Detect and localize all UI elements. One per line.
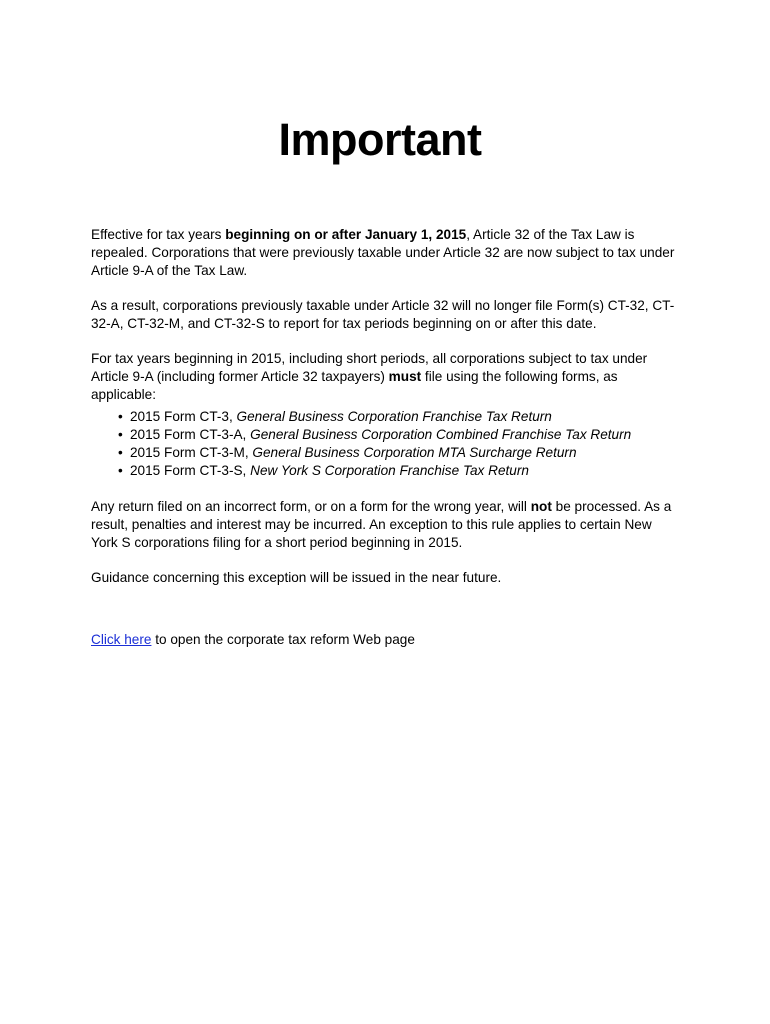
- paragraph-must-file: [91, 350, 681, 404]
- list-item: [118, 444, 681, 462]
- p3-text-end: file using the following forms, as applicable:: [91, 369, 618, 402]
- p4-text-end: be processed. As a result, penalties and interest may be incurred. An exception to this rule applies to certain New York S corporations filing for a short period beginning in 2015.: [91, 499, 672, 550]
- p4-text-start: Any return filed on an incorrect form, or on a form for the wrong year, will: [91, 499, 531, 514]
- list-item: [118, 462, 681, 480]
- paragraph-repeal-notice: [91, 226, 681, 280]
- p3-bold-must: must: [388, 369, 422, 384]
- list-item: [118, 426, 681, 444]
- bullet-icon: •: [118, 445, 123, 460]
- p1-text-start: Effective for tax years: [91, 227, 226, 242]
- document-body: [91, 226, 681, 666]
- paragraph-incorrect-form: [91, 498, 681, 552]
- bullet-icon: •: [118, 463, 123, 478]
- form-number: 2015 Form CT-3-S,: [130, 463, 251, 478]
- page-title: Important: [278, 114, 482, 165]
- link-description: to open the corporate tax reform Web page: [151, 632, 415, 647]
- form-number: 2015 Form CT-3,: [130, 409, 237, 424]
- paragraph-guidance: Guidance concerning this exception will be issued in the near future.: [91, 570, 502, 585]
- paragraph-link: [91, 631, 681, 649]
- list-item: [118, 408, 681, 426]
- form-name: General Business Corporation Franchise Tax Return: [236, 409, 552, 424]
- paragraph-no-longer-file: As a result, corporations previously taxable under Article 32 will no longer file Form(s) CT-32, CT-32-A, CT-32-M, and CT-32-S to report for tax periods beginning on or after this date.: [91, 298, 675, 331]
- click-here-link[interactable]: Click here: [91, 632, 152, 647]
- p3-text-start: For tax years beginning in 2015, including short periods, all corporations subject to tax under Article 9-A (including former Article 32 taxpayers): [91, 351, 648, 384]
- form-name: General Business Corporation MTA Surcharge Return: [252, 445, 577, 460]
- form-number: 2015 Form CT-3-M,: [130, 445, 253, 460]
- bullet-icon: •: [118, 427, 123, 442]
- form-number: 2015 Form CT-3-A,: [130, 427, 251, 442]
- form-name: General Business Corporation Combined Franchise Tax Return: [250, 427, 632, 442]
- p4-bold-not: not: [530, 499, 552, 514]
- forms-list: [91, 408, 681, 480]
- bullet-icon: •: [118, 409, 123, 424]
- form-name: New York S Corporation Franchise Tax Return: [250, 463, 529, 478]
- p1-text-end: , Article 32 of the Tax Law is repealed. Corporations that were previously taxable under Article 32 are now subject to tax under Article 9-A of the Tax Law.: [91, 227, 675, 278]
- p1-bold-date: beginning on or after January 1, 2015: [225, 227, 467, 242]
